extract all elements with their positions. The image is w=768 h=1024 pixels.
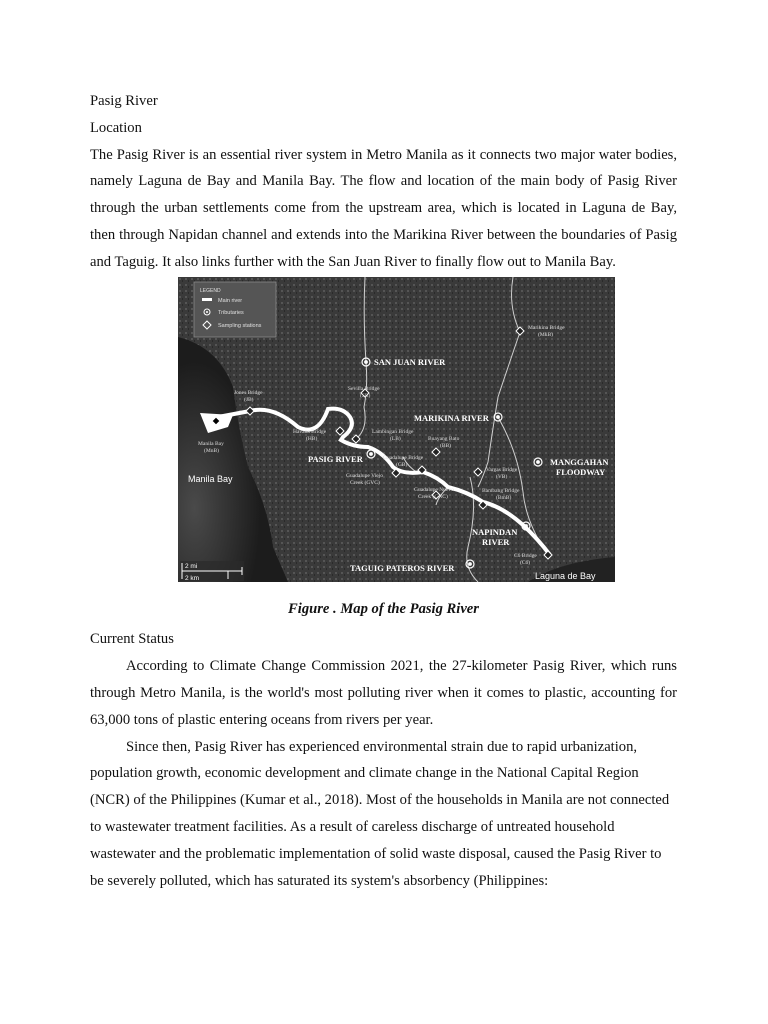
label-vargas-bridge: Vargas Bridge — [486, 466, 518, 473]
legend-main-river-label: Main river — [218, 297, 243, 304]
map-legend — [194, 282, 276, 337]
label-napindan-1: NAPINDAN — [472, 526, 518, 537]
document-title: Pasig River — [90, 93, 158, 109]
label-sevilla-bridge-code: (SB) — [360, 392, 371, 399]
label-havana-bridge: Havana Bridge — [293, 428, 327, 435]
legend-title: LEGEND — [200, 287, 221, 294]
label-manila-bay: Manila Bay — [188, 473, 233, 484]
section-heading-location: Location — [90, 119, 142, 136]
label-buayang-bato: Buayang Bato — [428, 435, 460, 442]
label-lambingan-bridge: Lambingan Bridge — [372, 428, 414, 435]
label-guadalupe-nuevo-2: Creek (GNC) — [418, 493, 448, 500]
legend-tributaries-label: Tributaries — [218, 309, 244, 316]
label-guadalupe-creek-2: Creek (GVC) — [350, 479, 380, 486]
label-napindan-2: RIVER — [482, 536, 510, 547]
label-taguig-pateros-river: TAGUIG PATEROS RIVER — [350, 562, 455, 573]
label-manila-bay-code: (MnB) — [204, 447, 219, 454]
label-laguna-de-bay: Laguna de Bay — [535, 570, 596, 581]
map-graphic — [178, 277, 615, 582]
label-lambingan-bridge-code: (LB) — [390, 435, 401, 442]
label-jones-bridge-code: (JB) — [244, 396, 254, 403]
label-vargas-bridge-code: (VB) — [496, 473, 508, 480]
label-c6-bridge-code: (C6) — [520, 559, 531, 566]
label-bambang-bridge-code: (BmB) — [496, 494, 512, 501]
section-heading-status: Current Status — [90, 631, 174, 648]
label-guadalupe-bridge-code: (GB) — [396, 461, 408, 468]
label-manila-bay-station: Manila Bay — [198, 440, 224, 447]
label-marikina-bridge: Marikina Bridge — [528, 324, 565, 331]
label-pasig-river: PASIG RIVER — [308, 453, 363, 464]
label-jones-bridge: Jones Bridge — [234, 389, 263, 396]
pasig-river-map — [178, 277, 615, 582]
scale-km: 2 km — [185, 574, 200, 582]
document-page — [90, 88, 677, 894]
label-buayang-bato-code: (BB) — [440, 442, 451, 449]
status-paragraph-2: Since then, Pasig River has experienced environmental strain due to rapid urbanization, population growth, economic development and climate change in the National Capital Region (NCR) of the Philippines (Kumar et al., 2018). Most of the households in Manila are not connected to wastewater treatment facilities. As a result of careless discharge of untreated household wastewater and the problematic implementation of solid waste disposal, caused the Pasig River to be severely polluted, which has saturated its system's absorbency (Philippines: — [90, 738, 670, 889]
label-marikina-bridge-code: (MkB) — [538, 331, 553, 338]
location-paragraph: The Pasig River is an essential river system in Metro Manila as it connects two major water bodies, namely Laguna de Bay and Manila Bay. The flow and location of the main body of Pasig River through the urban settlements come from the upstream area, which is located in Laguna de Bay, then through Napidan channel and extends into the Marikina River between the boundaries of Pasig and Taguig. It also links further with the San Juan River to finally flow out to Manila Bay. — [90, 146, 677, 270]
legend-stations-label: Sampling stations — [218, 322, 262, 329]
legend-main-river-swatch — [202, 298, 212, 301]
label-manggahan-2: FLOODWAY — [556, 466, 606, 477]
label-manggahan-1: MANGGAHAN — [550, 456, 609, 467]
label-marikina-river: MARIKINA RIVER — [414, 412, 489, 423]
scale-miles: 2 mi — [185, 562, 198, 570]
label-sevilla-bridge: Sevilla Bridge — [348, 385, 380, 392]
label-bambang-bridge: Bambang Bridge — [482, 487, 520, 494]
label-guadalupe-creek: Guadalupe Viejo — [346, 472, 383, 479]
scale-bar — [180, 561, 244, 582]
label-c6-bridge: C6 Bridge — [514, 552, 537, 559]
label-guadalupe-bridge: Guadalupe Bridge — [383, 454, 424, 461]
label-havana-bridge-code: (HB) — [306, 435, 318, 442]
label-san-juan-river: SAN JUAN RIVER — [374, 356, 446, 367]
status-paragraph-1: According to Climate Change Commission 2021, the 27-kilometer Pasig River, which runs through Metro Manila, is the world's most polluting river when it comes to plastic, accounting for 63,000 tons of plastic entering oceans from rivers per year. — [90, 658, 677, 728]
label-guadalupe-nuevo: Guadalupe Nuevo — [414, 486, 454, 493]
figure-caption: Figure . Map of the Pasig River — [288, 600, 479, 617]
